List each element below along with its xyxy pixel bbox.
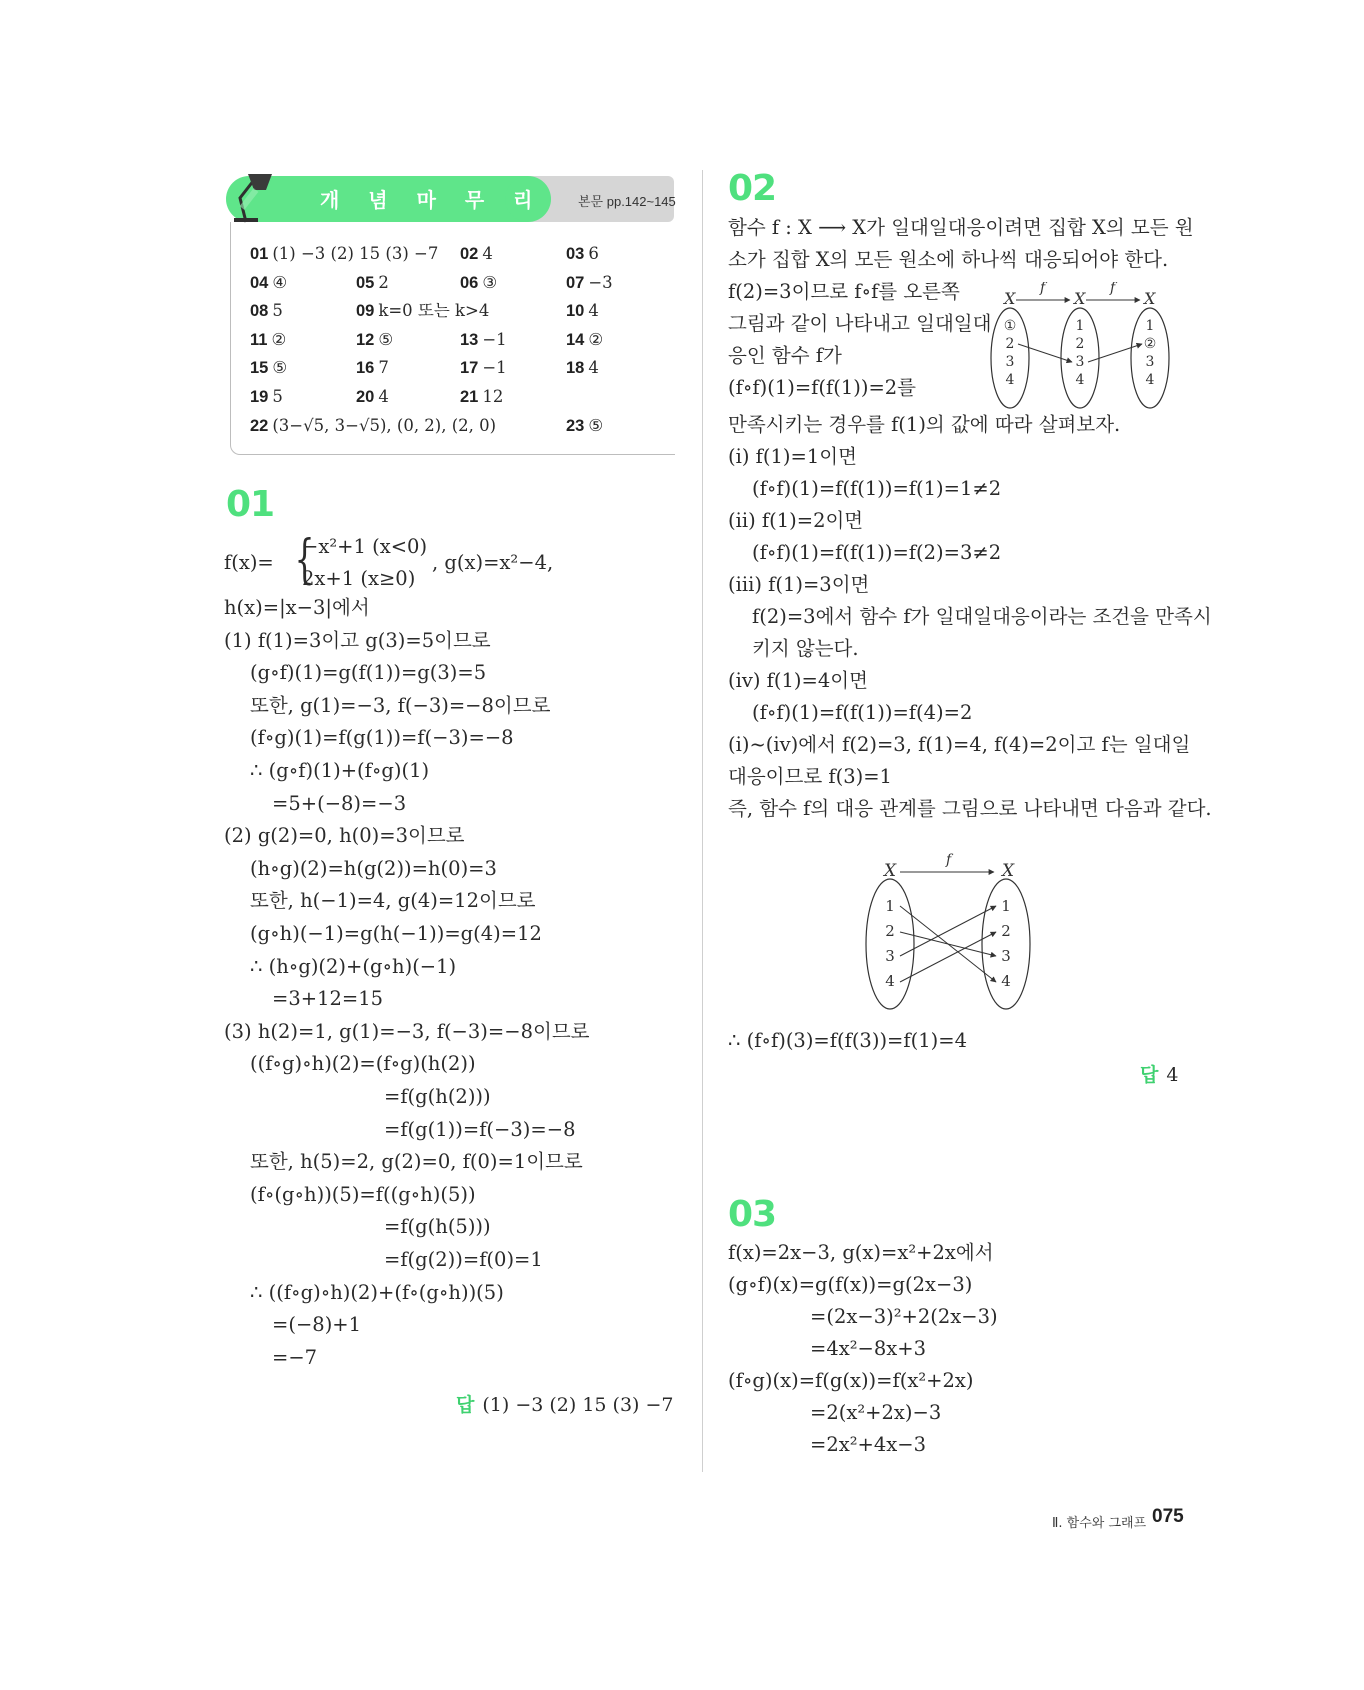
answer-item: 02 4 [460, 244, 493, 263]
text-line: =f(g(2))=f(0)=1 [384, 1248, 543, 1271]
answer-item: 11 ② [250, 329, 287, 349]
element-label: 2 [885, 922, 895, 940]
element-label: 2 [1075, 336, 1085, 352]
text-line: (iv) f(1)=4이면 [728, 669, 868, 692]
lamp-icon [232, 168, 278, 224]
case-2: 2x+1 (x≥0) [302, 567, 416, 590]
answer-01: 답 (1) −3 (2) 15 (3) −7 [456, 1394, 674, 1416]
text-line: ∴ (g∘f)(1)+(f∘g)(1) [250, 759, 430, 782]
element-label: 2 [1005, 336, 1015, 352]
text-line: (f∘f)(1)=f(f(1))=f(2)=3≠2 [752, 541, 1002, 564]
text-line: =f(g(h(2))) [384, 1085, 491, 1108]
text-line: =(−8)+1 [272, 1313, 362, 1336]
page-reference: 본문 pp.142~145 [578, 194, 676, 209]
answer-02: 답 4 [1140, 1064, 1179, 1086]
text-line: (g∘f)(1)=g(f(1))=g(3)=5 [250, 661, 487, 684]
map-label: f [1110, 282, 1116, 296]
brace: { [294, 530, 315, 590]
text-line: (i)~(iv)에서 f(2)=3, f(1)=4, f(4)=2이고 f는 일대일 [728, 733, 1191, 756]
set-label: X [1074, 289, 1086, 308]
text-line: 그림과 같이 나타내고 일대일대 [728, 312, 992, 335]
element-label: 4 [1005, 372, 1015, 388]
element-label: 1 [1145, 318, 1155, 334]
element-label: 4 [1145, 372, 1155, 388]
text-line: f(x)=2x−3, g(x)=x²+2x에서 [728, 1241, 994, 1264]
text-line: (iii) f(1)=3이면 [728, 573, 870, 596]
text-line: 함수 f : X ⟶ X가 일대일대응이려면 집합 X의 모든 원 [728, 216, 1194, 239]
text-line: 만족시키는 경우를 f(1)의 값에 따라 살펴보자. [728, 413, 1121, 436]
element-label: ② [1143, 336, 1157, 352]
text-line: ((f∘g)∘h)(2)=(f∘g)(h(2)) [250, 1052, 476, 1075]
answer-item: 10 4 [566, 301, 599, 321]
answer-item: 03 6 [566, 244, 599, 263]
text-line: 키지 않는다. [752, 637, 859, 660]
element-label: 4 [1001, 972, 1011, 990]
text-line: (1) f(1)=3이고 g(3)=5이므로 [224, 629, 491, 652]
element-label: 2 [1001, 922, 1011, 940]
answer-item: 15 ⑤ [250, 358, 288, 378]
text-line: =3+12=15 [272, 987, 384, 1010]
section-title: 개 념 마 무 리 [320, 188, 544, 212]
answer-item: 01 (1) −3 (2) 15 (3) −7 [250, 244, 439, 263]
text-line: =−7 [272, 1346, 318, 1369]
text-line: (f∘(g∘h))(5)=f((g∘h)(5)) [250, 1183, 476, 1206]
answer-item: 08 5 [250, 301, 283, 321]
answer-item: 06 ③ [460, 272, 498, 292]
answer-item: 17 −1 [460, 358, 507, 378]
mapping-diagram [860, 852, 1040, 1012]
set-label: X [1144, 289, 1156, 308]
chapter-label: Ⅱ. 함수와 그래프 [1052, 1516, 1147, 1531]
answer-item: 05 2 [356, 272, 389, 292]
text-line: h(x)=|x−3|에서 [224, 596, 370, 619]
problem-number: 01 [226, 484, 275, 525]
element-label: 4 [1075, 372, 1085, 388]
text-line: (f∘f)(1)=f(f(1))=2를 [728, 376, 917, 399]
column-divider [702, 170, 703, 1472]
problem-number: 03 [728, 1194, 777, 1235]
function-def-tail: , g(x)=x²−4, [432, 551, 554, 574]
answer-item: 16 7 [356, 358, 389, 378]
text-line: 응인 함수 f가 [728, 344, 842, 367]
element-label: 3 [1075, 354, 1085, 370]
element-label: 1 [885, 897, 895, 915]
text-line: (f∘f)(1)=f(f(1))=f(1)=1≠2 [752, 477, 1002, 500]
text-line: =f(g(h(5))) [384, 1215, 491, 1238]
text-line: =(2x−3)²+2(2x−3) [810, 1305, 998, 1328]
element-label: 1 [1001, 897, 1011, 915]
text-line: f(2)=3이므로 f∘f를 오른쪽 [728, 280, 960, 303]
text-line: =2x²+4x−3 [810, 1433, 927, 1456]
problem-number: 02 [728, 168, 777, 209]
answer-item: 13 −1 [460, 329, 507, 349]
text-line: (ii) f(1)=2이면 [728, 509, 864, 532]
element-label: 4 [885, 972, 895, 990]
answer-item: 21 12 [460, 387, 504, 406]
map-label: f [1040, 282, 1046, 296]
text-line: (f∘g)(1)=f(g(1))=f(−3)=−8 [250, 726, 514, 749]
text-line: 또한, h(5)=2, g(2)=0, f(0)=1이므로 [250, 1150, 583, 1173]
element-label: 3 [1001, 947, 1011, 965]
element-label: 3 [885, 947, 895, 965]
text-line: (f∘f)(1)=f(f(1))=f(4)=2 [752, 701, 973, 724]
text-line: 또한, g(1)=−3, f(−3)=−8이므로 [250, 694, 551, 717]
page-number: 075 [1152, 1506, 1184, 1527]
answer-item: 09 k=0 또는 k>4 [356, 301, 490, 321]
text-line: =f(g(1))=f(−3)=−8 [384, 1118, 576, 1141]
text-line: (3) h(2)=1, g(1)=−3, f(−3)=−8이므로 [224, 1020, 590, 1043]
element-label: 3 [1145, 354, 1155, 370]
answer-item: 23 ⑤ [566, 415, 604, 435]
text-line: ∴ ((f∘g)∘h)(2)+(f∘(g∘h))(5) [250, 1281, 504, 1304]
composition-diagram [986, 282, 1170, 412]
text-line: 소가 집합 X의 모든 원소에 하나씩 대응되어야 한다. [728, 248, 1169, 271]
answer-item: 22 (3−√5, 3−√5), (0, 2), (2, 0) [250, 415, 497, 435]
text-line: (g∘h)(−1)=g(h(−1))=g(4)=12 [250, 922, 542, 945]
text-line: =4x²−8x+3 [810, 1337, 927, 1360]
text-line: ∴ (f∘f)(3)=f(f(3))=f(1)=4 [728, 1029, 967, 1052]
text-line: (f∘g)(x)=f(g(x))=f(x²+2x) [728, 1369, 974, 1392]
text-line: (g∘f)(x)=g(f(x))=g(2x−3) [728, 1273, 973, 1296]
answer-item: 12 ⑤ [356, 329, 394, 349]
text-line: ∴ (h∘g)(2)+(g∘h)(−1) [250, 955, 457, 978]
text-line: (i) f(1)=1이면 [728, 445, 857, 468]
text-line: 즉, 함수 f의 대응 관계를 그림으로 나타내면 다음과 같다. [728, 797, 1212, 820]
answer-item: 07 −3 [566, 272, 613, 292]
answer-item: 18 4 [566, 358, 599, 378]
answer-item: 04 ④ [250, 272, 288, 292]
set-label: X [1002, 861, 1015, 881]
set-label: X [1004, 289, 1016, 308]
set-label: X [884, 861, 897, 881]
element-label: 1 [1075, 318, 1085, 334]
answer-item: 19 5 [250, 387, 283, 406]
answer-item: 20 4 [356, 387, 389, 406]
text-line: (2) g(2)=0, h(0)=3이므로 [224, 824, 465, 847]
element-label: ① [1003, 318, 1017, 334]
case-1: −x²+1 (x<0) [302, 535, 428, 558]
text-line: =5+(−8)=−3 [272, 792, 407, 815]
text-line: (h∘g)(2)=h(g(2))=h(0)=3 [250, 857, 497, 880]
function-def: f(x)= [224, 551, 274, 574]
text-line: f(2)=3에서 함수 f가 일대일대응이라는 조건을 만족시 [752, 605, 1212, 628]
map-label: f [946, 852, 952, 868]
text-line: 또한, h(−1)=4, g(4)=12이므로 [250, 889, 536, 912]
text-line: =2(x²+2x)−3 [810, 1401, 942, 1424]
answer-item: 14 ② [566, 329, 604, 349]
element-label: 3 [1005, 354, 1015, 370]
text-line: 대응이므로 f(3)=1 [728, 765, 892, 788]
